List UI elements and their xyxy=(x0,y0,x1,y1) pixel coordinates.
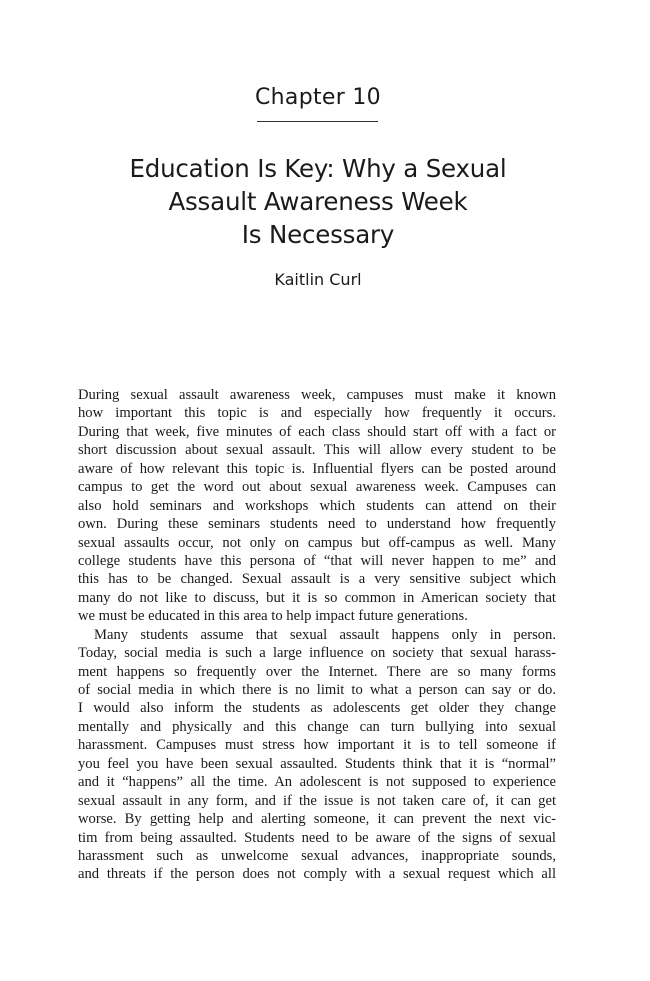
chapter-title-line: Education Is Key: Why a Sexual xyxy=(129,154,507,183)
chapter-title-line: Is Necessary xyxy=(241,220,395,249)
text-line: sexual assaults occur, not only on campus but off-campus as well. Many xyxy=(78,534,556,551)
text-line: aware of how relevant this topic is. Influential flyers can be posted around xyxy=(78,460,556,477)
text-line: I would also inform the students as adolescents get older they change xyxy=(78,700,556,717)
text-line: you feel you have been sexual assaulted. Students think that it is “normal” xyxy=(78,755,556,772)
text-line: how important this topic is and especially how frequently it occurs. xyxy=(78,405,556,422)
chapter-number: Chapter 10 xyxy=(255,85,381,110)
body-paragraph xyxy=(78,386,556,626)
text-line: Today, social media is such a large influence on society that sexual harass- xyxy=(78,645,556,662)
text-line: tim from being assaulted. Students need to be aware of the signs of sexual xyxy=(78,829,556,846)
text-line: ment happens so frequently over the Internet. There are so many forms xyxy=(78,663,556,680)
chapter-title xyxy=(100,152,536,251)
text-line: and threats if the person does not comply with a sexual request which all xyxy=(78,866,556,883)
text-line: college students have this persona of “that will never happen to me” and xyxy=(78,552,556,569)
text-line: During sexual assault awareness week, campuses must make it known xyxy=(78,387,556,403)
text-line: campus to get the word out about sexual awareness week. Campuses can xyxy=(78,479,556,496)
text-line: During that week, five minutes of each class should start off with a fact or xyxy=(78,423,556,440)
text-line: short discussion about sexual assault. This will allow every student to be xyxy=(78,442,556,459)
chapter-divider xyxy=(257,121,378,122)
text-line: own. During these seminars students need to understand how frequently xyxy=(78,516,556,533)
text-line: many do not like to discuss, but it is so common in American society that xyxy=(78,589,556,606)
body-paragraph xyxy=(78,626,556,884)
text-line: worse. By getting help and alerting someone, it can prevent the next vic- xyxy=(78,811,556,828)
text-line: Many students assume that sexual assault happens only in person. xyxy=(94,626,556,643)
text-line: and it “happens” all the time. An adolescent is not supposed to experience xyxy=(78,774,556,791)
text-line: we must be educated in this area to help impact future generations. xyxy=(78,608,468,625)
text-line: mentally and physically and this change can turn bullying into sexual xyxy=(78,718,556,735)
chapter-title-line: Assault Awareness Week xyxy=(168,187,468,216)
body-text xyxy=(78,386,556,884)
text-line: this has to be changed. Sexual assault is a very sensitive subject which xyxy=(78,571,556,588)
text-line: harassment. Campuses must stress how important it is to tell someone if xyxy=(78,737,556,754)
text-line: of social media in which there is no limit to what a person can say or do. xyxy=(78,682,556,698)
text-line: sexual assault in any form, and if the issue is not taken care of, it can get xyxy=(78,792,556,809)
text-line: harassment such as unwelcome sexual advances, inappropriate sounds, xyxy=(78,847,556,864)
text-line: also hold seminars and workshops which students can attend on their xyxy=(78,497,556,514)
author-name: Kaitlin Curl xyxy=(274,270,362,289)
